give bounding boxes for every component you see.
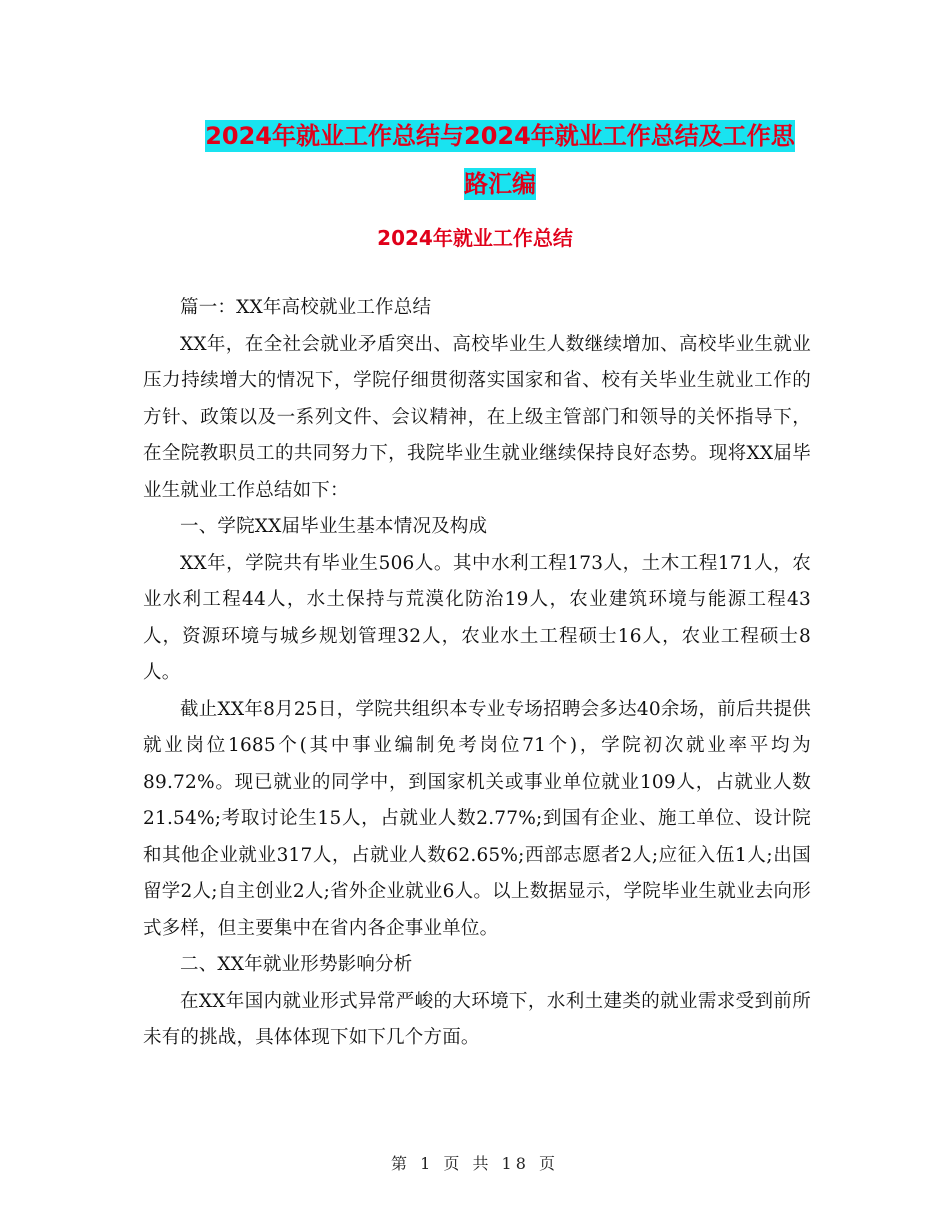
page-number-footer: 第 1 页 共 18 页 <box>391 1154 559 1173</box>
paragraph-situation: 在XX年国内就业形式异常严峻的大环境下，水利土建类的就业需求受到前所未有的挑战，具体体现下如下几个方面。 <box>143 990 811 1048</box>
document-title <box>150 112 850 208</box>
paragraph-graduate-count: XX年，学院共有毕业生506人。其中水利工程173人，土木工程171人，农业水利工程44人，水土保持与荒漠化防治19人，农业建筑环境与能源工程43人，资源环境与城乡规划管理32人，农业水土工程硕士16人，农业工程硕士8人。 <box>143 552 811 683</box>
paragraph-employment-data: 截止XX年8月25日，学院共组织本专业专场招聘会多达40余场，前后共提供就业岗位1685个(其中事业编制免考岗位71个)，学院初次就业率平均为89.72%。现已就业的同学中，到国家机关或事业单位就业109人，占就业人数21.54%;考取讨论生15人，占就业人数2.77%;到国有企业、施工单位、设计院和其他企业就业317人，占就业人数62.65%;西部志愿者2人;应征入伍1人;出国留学2人;自主创业2人;省外企业就业6人。以上数据显示，学院毕业生就业去向形式多样，但主要集中在省内各企事业单位。 <box>143 698 811 939</box>
section-title: 2024年就业工作总结 <box>377 226 573 250</box>
paragraph-intro: XX年，在全社会就业矛盾突出、高校毕业生人数继续增加、高校毕业生就业压力持续增大的情况下，学院仔细贯彻落实国家和省、校有关毕业生就业工作的方针、政策以及一系列文件、会议精神，在上级主管部门和领导的关怀指导下，在全院教职员工的共同努力下，我院毕业生就业继续保持良好态势。现将XX届毕业生就业工作总结如下： <box>143 333 811 501</box>
document-title-line-1: 2024年就业工作总结与2024年就业工作总结及工作思 <box>205 122 795 150</box>
document-body <box>143 290 811 1057</box>
paragraph-subtitle: 篇一：XX年高校就业工作总结 <box>180 297 432 318</box>
paragraph-heading-2: 二、XX年就业形势影响分析 <box>180 954 413 975</box>
document-title-line-2: 路汇编 <box>464 170 536 198</box>
paragraph-heading-1: 一、学院XX届毕业生基本情况及构成 <box>180 516 488 537</box>
